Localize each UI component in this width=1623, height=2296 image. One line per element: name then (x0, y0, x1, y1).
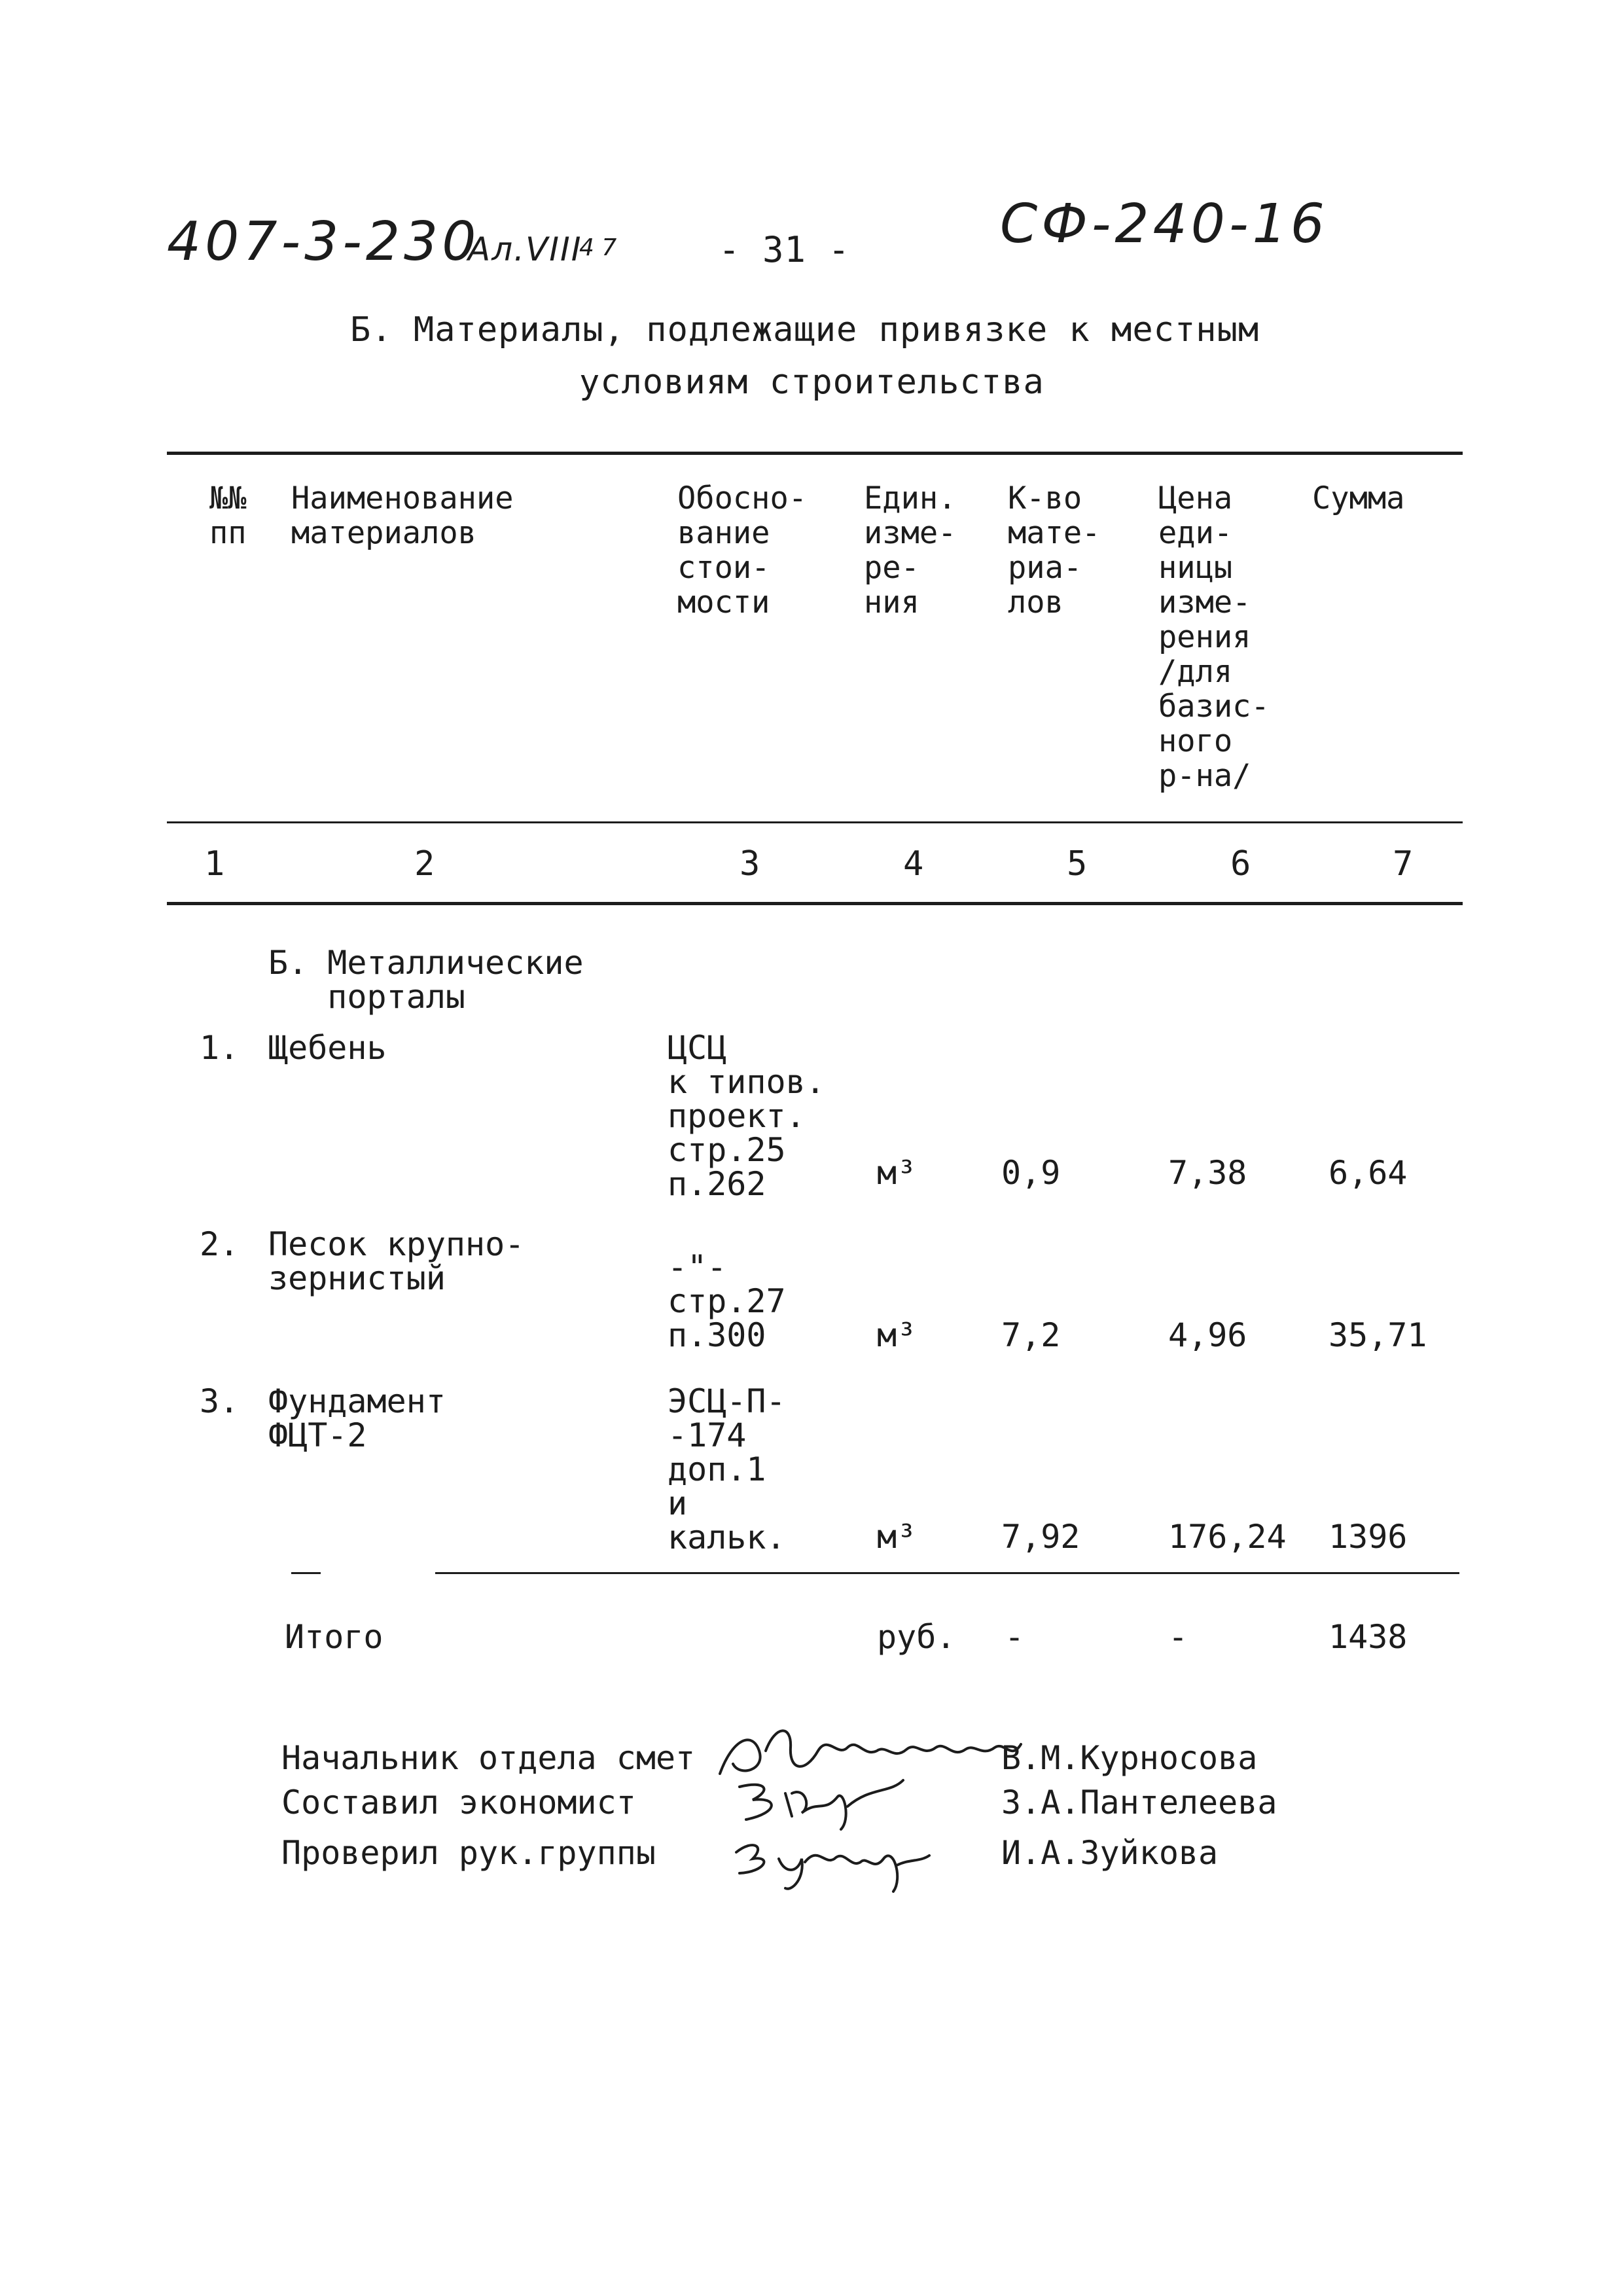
doc-code: 407-3-230 (167, 211, 480, 273)
sign-role-1: Начальник отдела смет (281, 1739, 696, 1777)
row2-num: 2. (200, 1225, 240, 1263)
row1-name: Щебень (268, 1029, 387, 1067)
col-header-qty: К-во мате- риа- лов (1008, 480, 1101, 620)
total-rule (435, 1572, 1459, 1574)
row2-price: 4,96 (1168, 1316, 1247, 1354)
sheet-code: СФ-240-16 (1000, 193, 1329, 255)
sign-role-2: Составил экономист (281, 1784, 636, 1821)
header-bottom-rule (167, 821, 1463, 823)
row1-price: 7,38 (1168, 1154, 1247, 1192)
col-number-7: 7 (1393, 844, 1414, 884)
row1-num: 1. (200, 1029, 240, 1067)
sign-role-3: Проверил рук.группы (281, 1834, 656, 1872)
col-number-3: 3 (740, 844, 760, 884)
total-sum: 1438 (1329, 1618, 1408, 1656)
col-number-4: 4 (903, 844, 924, 884)
row3-num: 3. (200, 1382, 240, 1420)
col-number-6: 6 (1230, 844, 1251, 884)
col-header-unit: Един. изме- ре- ния (864, 480, 957, 620)
col-number-5: 5 (1067, 844, 1088, 884)
row3-qty: 7,92 (1001, 1518, 1080, 1556)
sign-name-3: И.А.Зуйкова (1001, 1834, 1219, 1872)
section-title-line2: условиям строительства (579, 363, 1044, 402)
col-number-2: 2 (414, 844, 435, 884)
page-number: - 31 - (719, 229, 851, 270)
col-header-name: Наименование материалов (291, 480, 514, 551)
row1-unit: м³ (877, 1154, 917, 1192)
total-unit: руб. (877, 1618, 956, 1656)
row2-qty: 7,2 (1001, 1316, 1061, 1354)
col-number-1: 1 (204, 844, 225, 884)
col-header-num: №№ пп (209, 480, 247, 551)
row1-basis: ЦСЦ к типов. проект. стр.25 п.262 (668, 1029, 825, 1203)
row2-basis: -"- стр.27 п.300 (668, 1248, 786, 1354)
total-rule-short (291, 1572, 321, 1574)
row2-name: Песок крупно- зернистый (268, 1225, 525, 1297)
row2-unit: м³ (877, 1316, 917, 1354)
row1-qty: 0,9 (1001, 1154, 1061, 1192)
total-qty: - (1005, 1618, 1025, 1656)
signature-3 (726, 1826, 936, 1898)
row3-name: Фундамент ФЦТ-2 (268, 1382, 446, 1454)
row2-sum: 35,71 (1329, 1316, 1427, 1354)
row1-sum: 6,64 (1329, 1154, 1408, 1192)
col-header-basis: Обосно- вание стои- мости (677, 480, 808, 620)
album-ref: Ал.VIII (468, 230, 582, 268)
row3-price: 176,24 (1168, 1518, 1287, 1556)
row3-unit: м³ (877, 1518, 917, 1556)
sign-name-2: З.А.Пантелеева (1001, 1784, 1277, 1821)
row3-sum: 1396 (1329, 1518, 1408, 1556)
row3-basis: ЭСЦ-П- -174 доп.1 и кальк. (668, 1382, 786, 1556)
album-sub: 4 7 (579, 234, 617, 261)
colnum-bottom-rule (167, 902, 1463, 905)
table-top-rule (167, 452, 1463, 455)
col-header-price: Цена еди- ницы изме- рения /для базис- ного р-на/ (1158, 480, 1270, 794)
sign-name-1: В.М.Курносова (1001, 1739, 1258, 1777)
col-header-sum: Сумма (1312, 480, 1405, 516)
total-price: - (1168, 1618, 1188, 1656)
total-label: Итого (285, 1618, 383, 1656)
section-heading: Б. Металлические порталы (268, 944, 584, 1016)
section-title-line1: Б. Материалы, подлежащие привязке к местным (350, 310, 1260, 350)
